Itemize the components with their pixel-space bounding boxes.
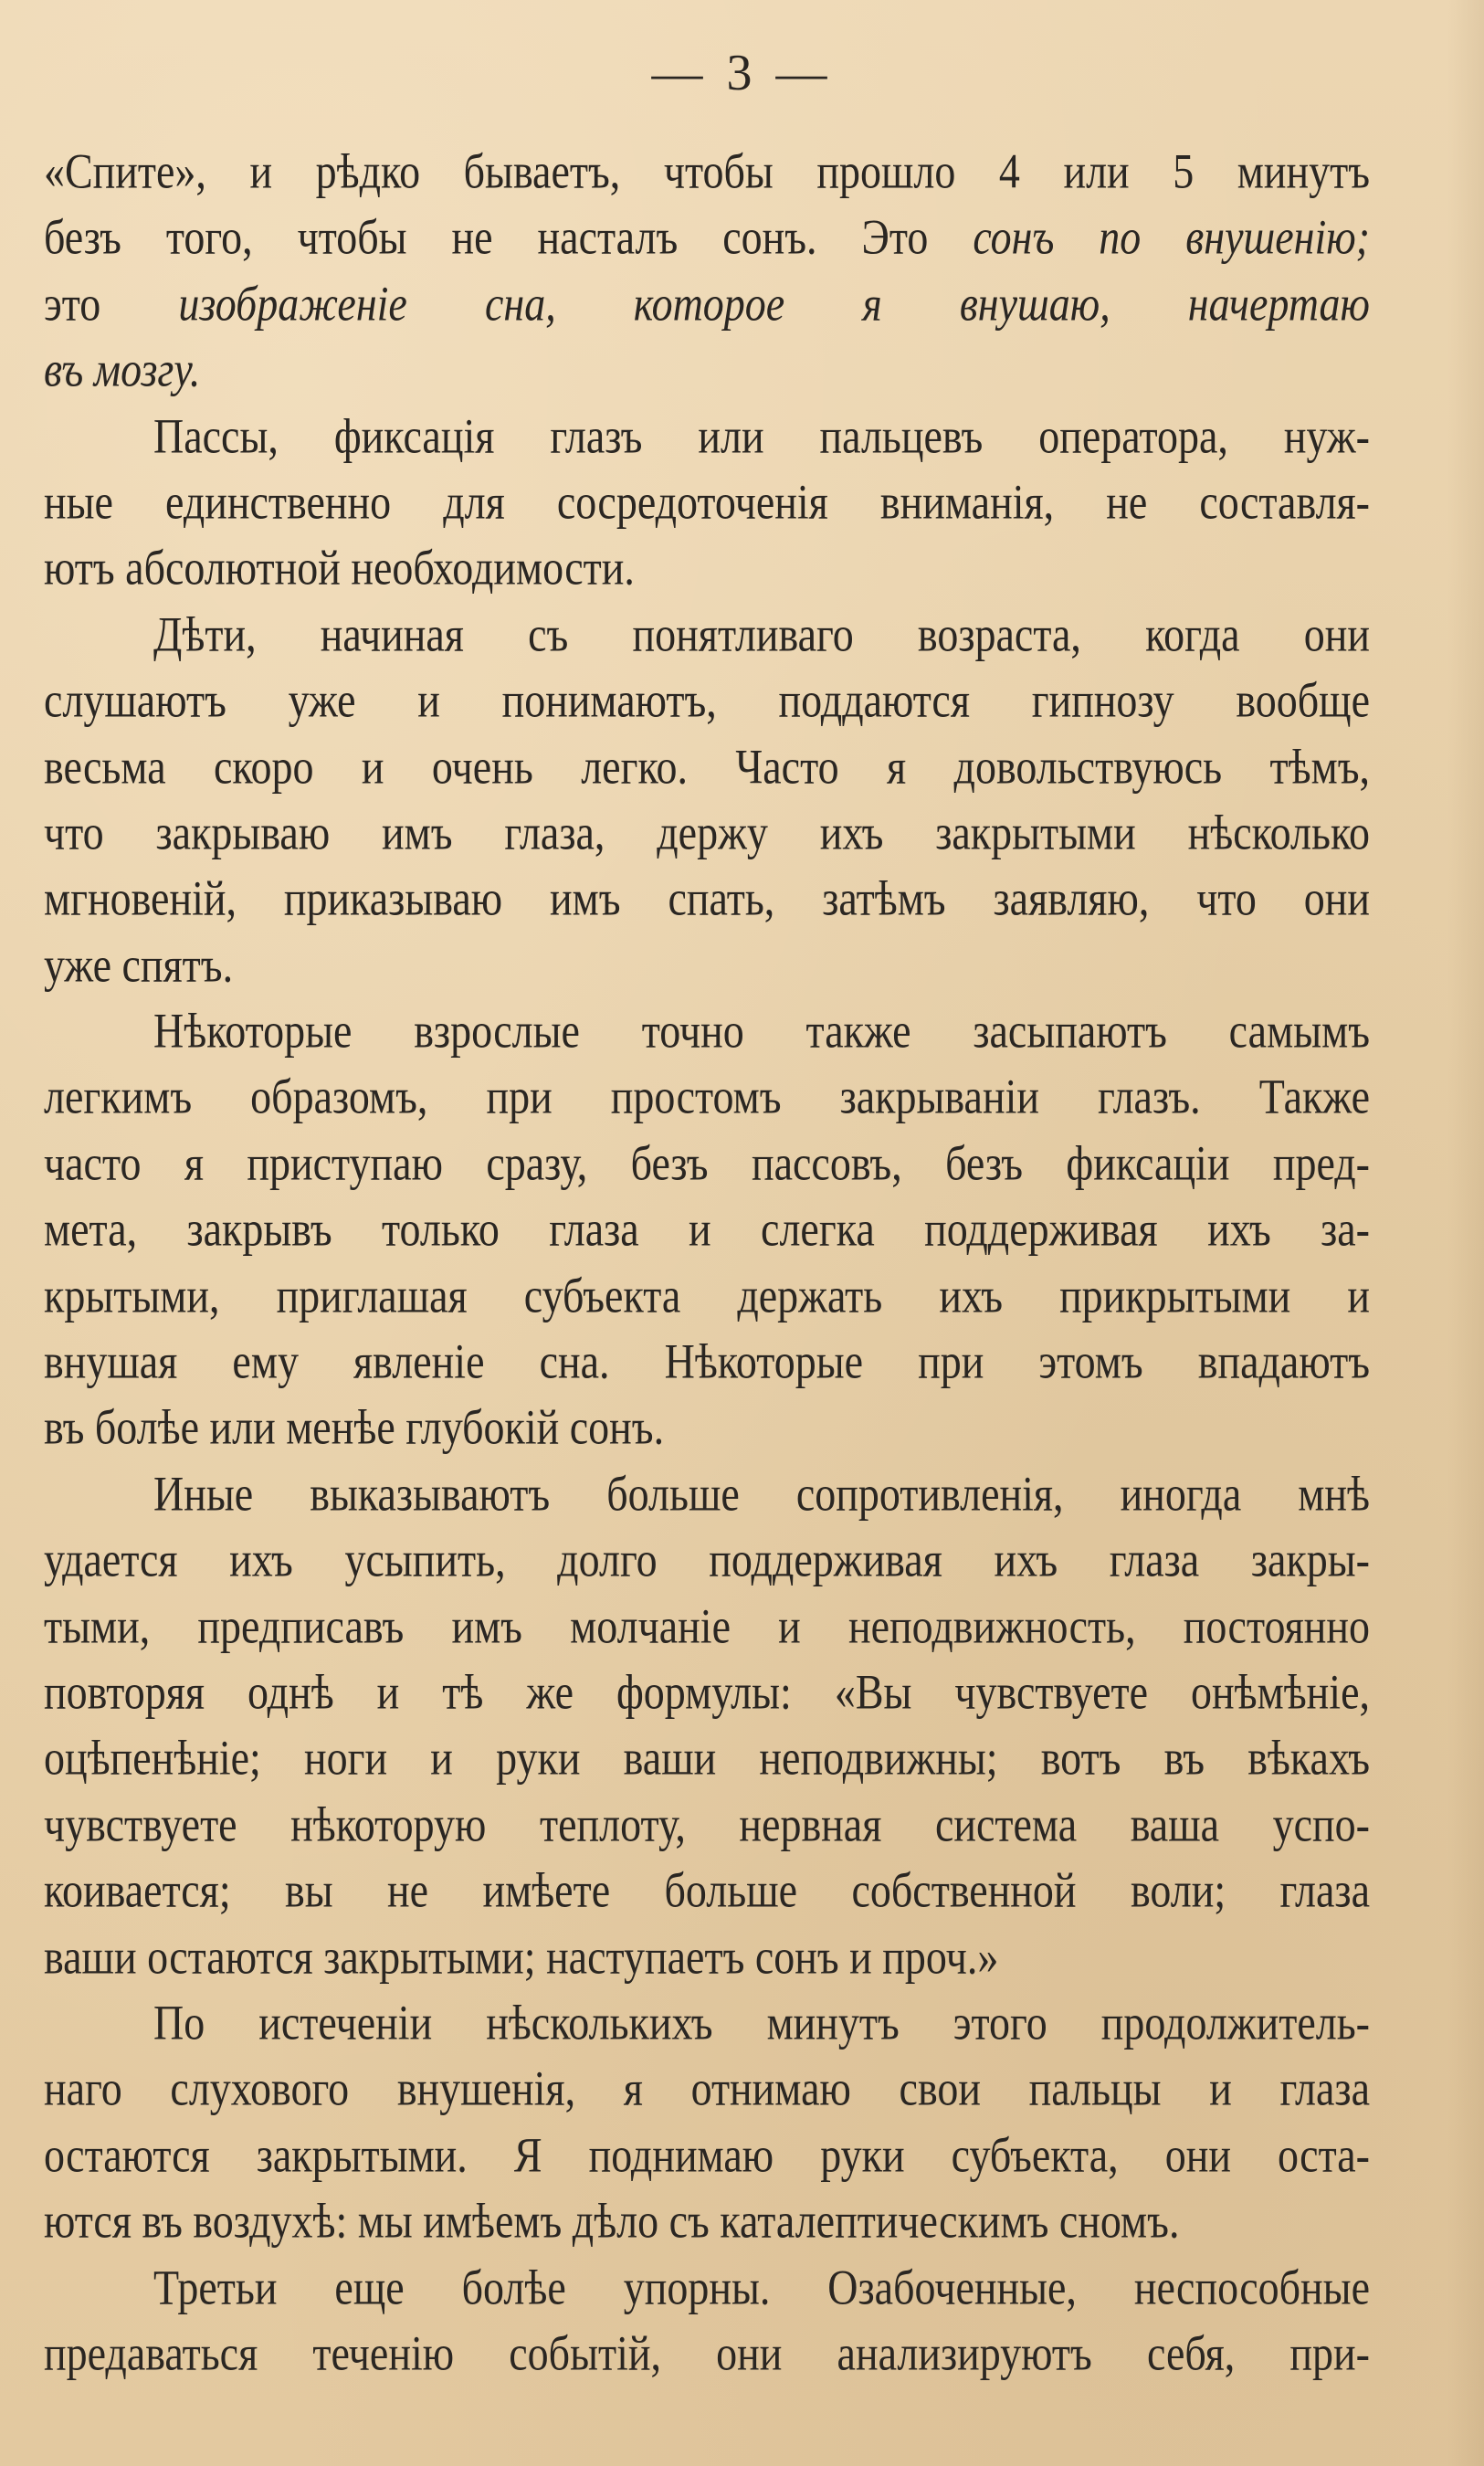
text-line: ютъ абсолютной необходимости. <box>44 540 635 595</box>
text-line: въ болѣе или менѣе глубокій сонъ. <box>44 1399 665 1455</box>
text-line: мгновеній, приказываю имъ спать, затѣмъ заявляю, что они <box>44 870 1370 926</box>
text-line: Третьи еще болѣе упорны. Озабоченные, неспособные <box>153 2259 1370 2314</box>
text-line: оцѣпенѣніе; ноги и руки ваши неподвижны; вотъ въ вѣкахъ <box>44 1730 1370 1786</box>
page-edge-shadow <box>1447 0 1484 2466</box>
text-line: внушая ему явленіе сна. Нѣкоторые при этомъ впадаютъ <box>44 1333 1370 1389</box>
text-line: предаваться теченію событій, они анализируютъ себя, при- <box>44 2325 1370 2381</box>
text-line: чувствуете нѣкоторую теплоту, нервная система ваша успо- <box>44 1797 1370 1852</box>
text-line: «Спите», и рѣдко бываетъ, чтобы прошло 4 или 5 минутъ <box>44 143 1370 199</box>
text-line: Иные выказываютъ больше сопротивленія, иногда мнѣ <box>153 1466 1370 1522</box>
text-line: уже спятъ. <box>44 936 234 993</box>
text-line: удается ихъ усыпить, долго поддерживая ихъ глаза закры- <box>44 1532 1370 1587</box>
text-line: повторяя однѣ и тѣ же формулы: «Вы чувствуете онѣмѣніе, <box>44 1664 1370 1720</box>
text-line: По истеченіи нѣсколькихъ минутъ этого продолжитель- <box>153 1995 1370 2050</box>
text-line: тыми, предписавъ имъ молчаніе и неподвижность, постоянно <box>44 1597 1370 1654</box>
body-text <box>44 139 1370 2387</box>
text-line: слушаютъ уже и понимаютъ, поддаются гипнозу вообще <box>44 672 1370 728</box>
text-line: въ мозгу. <box>44 342 201 397</box>
text-line: легкимъ образомъ, при простомъ закрываніи глазъ. Также <box>44 1069 1370 1124</box>
page-number: — 3 — <box>651 45 833 101</box>
text-line: это изображеніе сна, которое я внушаю, начертаю <box>44 276 1370 332</box>
text-line: коивается; вы не имѣете больше собственной воли; глаза <box>44 1862 1370 1918</box>
text-line: Нѣкоторые взрослые точно также засыпаютъ самымъ <box>153 1003 1370 1059</box>
text-line: ются въ воздухѣ: мы имѣемъ дѣло съ каталептическимъ сномъ. <box>44 2193 1180 2249</box>
text-line: наго слухового внушенія, я отнимаю свои пальцы и глаза <box>44 2060 1370 2116</box>
text-line: остаются закрытыми. Я поднимаю руки субъекта, они оста- <box>44 2127 1370 2183</box>
text-line: Дѣти, начиная съ понятливаго возраста, когда они <box>153 606 1370 662</box>
text-line: мета, закрывъ только глаза и слегка поддерживая ихъ за- <box>44 1201 1370 1257</box>
text-line: весьма скоро и очень легко. Часто я довольствуюсь тѣмъ, <box>44 738 1370 794</box>
text-line: что закрываю имъ глаза, держу ихъ закрытыми нѣсколько <box>44 805 1370 860</box>
text-line: крытыми, приглашая субъекта держать ихъ прикрытыми и <box>44 1267 1370 1323</box>
text-line: ные единственно для сосредоточенія вниманія, не составля- <box>44 474 1370 530</box>
text-line: Пассы, фиксація глазъ или пальцевъ оператора, нуж- <box>153 407 1370 464</box>
text-line: ваши остаются закрытыми; наступаетъ сонъ и проч.» <box>44 1928 999 1985</box>
text-line: часто я приступаю сразу, безъ пассовъ, безъ фиксаціи пред- <box>44 1135 1370 1191</box>
text-line: безъ того, чтобы не насталъ сонъ. Это сонъ по внушенію; <box>44 209 1370 265</box>
